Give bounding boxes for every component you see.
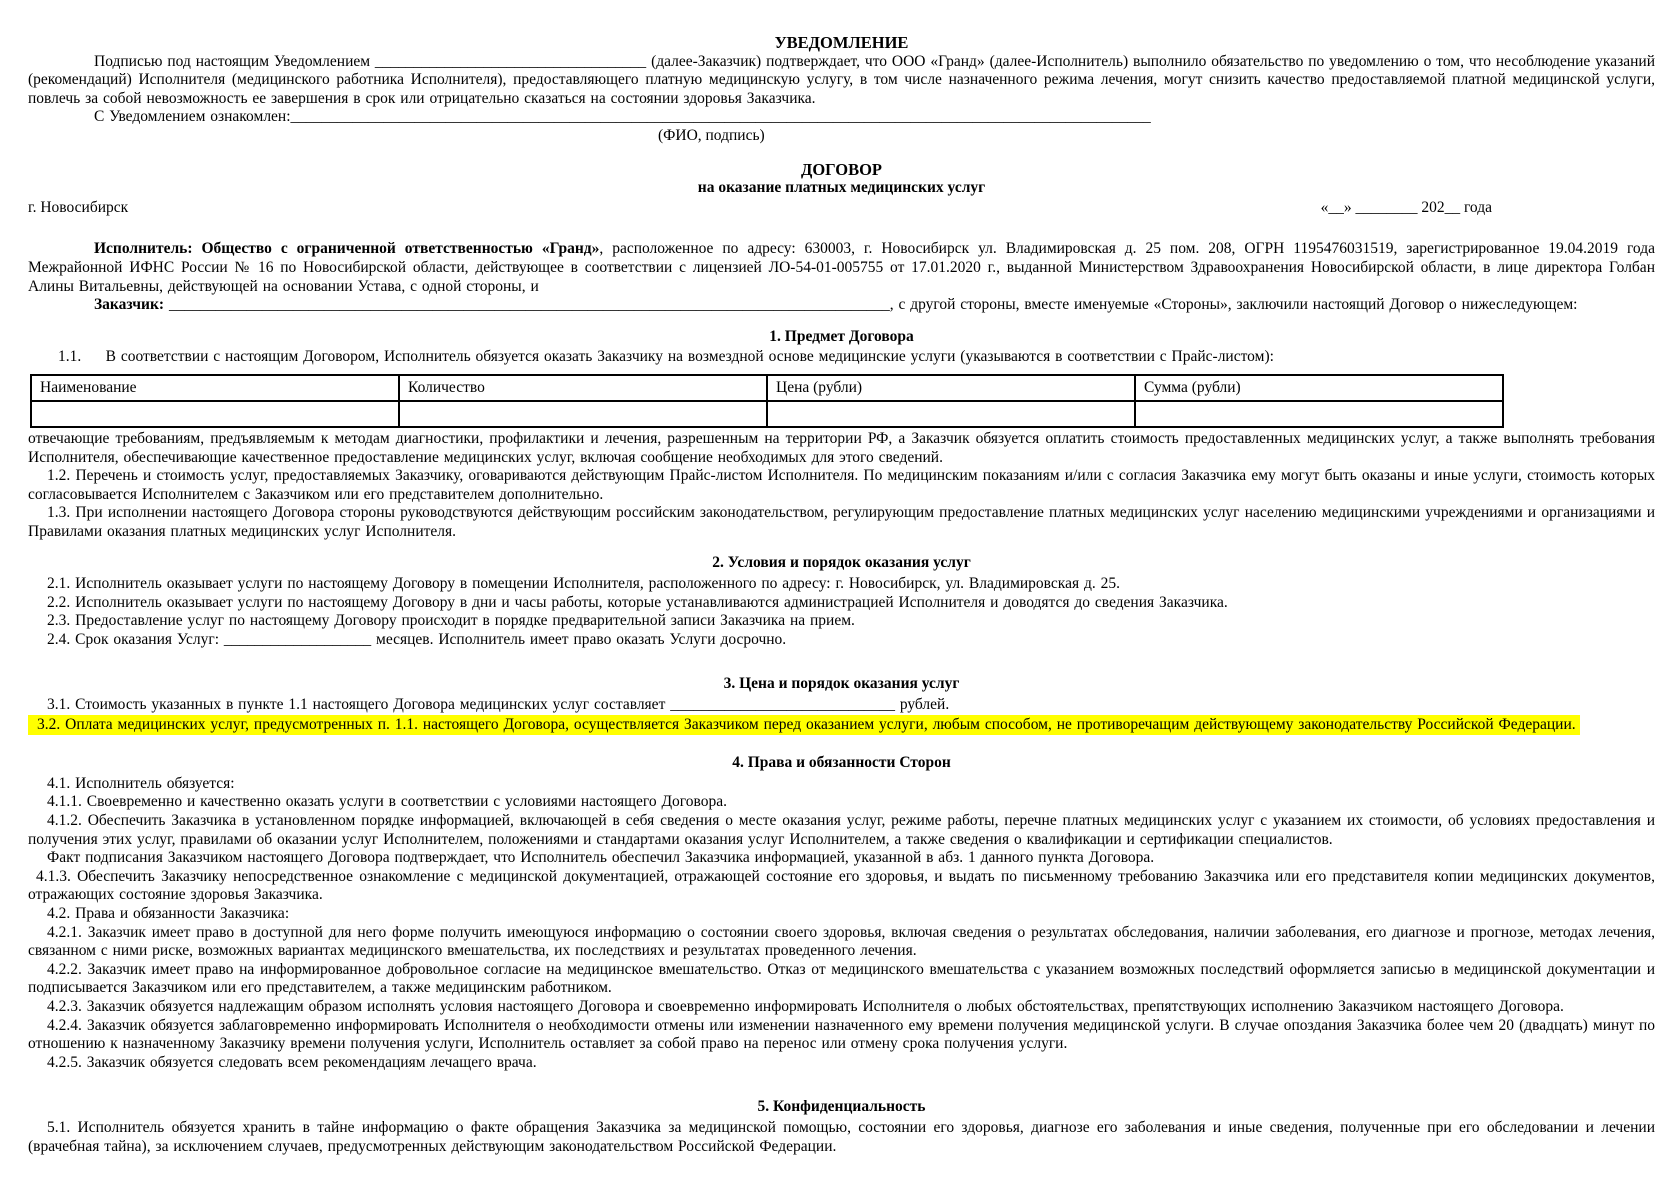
clause-4-2-5: 4.2.5. Заказчик обязуется следовать всем рекомендациям лечащего врача. [47, 1053, 537, 1071]
section-price [28, 675, 1655, 734]
clause-4-1-3: 4.1.3. Обеспечить Заказчику непосредственное ознакомление с медицинской документацией, отражающей состояние его здоровья, и выдать по письменному требованию Заказчика или его представителя копии медицинских документов, отражающих состояние здоровья Заказчика. [28, 867, 1655, 904]
clause-4-1-1: 4.1.1. Своевременно и качественно оказать услуги в соответствии с условиями настоящего Договора. [47, 793, 727, 811]
clause-5-1: 5.1. Исполнитель обязуется хранить в тайне информацию о факте обращения Заказчика за медицинской помощью, состоянии его здоровья, диагнозе его заболевания и иные сведения, полученные при его обследовании и лечении (врачебная тайна), за исключением случаев, предусмотренных действующим законодательством Российской Федерации. [28, 1118, 1655, 1155]
section2-title: 2. Условия и порядок оказания услуг [712, 554, 971, 572]
table-cell-empty [1135, 401, 1503, 427]
contract-date-blank: «__» ________ 202__ года [1320, 198, 1492, 216]
table-cell-empty [767, 401, 1135, 427]
services-table [30, 374, 1504, 428]
ack-caption: (ФИО, подпись) [657, 126, 765, 144]
clause-4-2-1: 4.2.1. Заказчик имеет право в доступной для него форме получить имеющуюся информацию о состоянии своего здоровья, включая сведения о результатах обследования, наличии заболевания, его диагнозе и прогнозе, методах лечения, связанном с ними риске, возможных вариантах медицинского вмешательства, их последствиях и результатах проведенного лечения. [28, 923, 1655, 960]
ack-caption-wrap [28, 127, 1395, 146]
clause-2-1: 2.1. Исполнитель оказывает услуги по настоящему Договору в помещении Исполнителя, расположенного по адресу: г. Новосибирск, ул. Владимировская д. 25. [47, 575, 1120, 593]
clause-2-4: 2.4. Срок оказания Услуг: ___________________ месяцев. Исполнитель имеет право оказать Услуги досрочно. [47, 630, 787, 648]
section-rights [28, 754, 1655, 1072]
contract-header [28, 161, 1655, 315]
table-header-sum: Сумма (рубли) [1135, 375, 1503, 401]
clause-4-1: 4.1. Исполнитель обязуется: [47, 774, 235, 792]
clause-4-2-3: 4.2.3. Заказчик обязуется надлежащим образом исполнять условия настоящего Договора и своевременно информировать Исполнителя о любых обстоятельствах, препятствующих исполнению Заказчиком настоящего Договора. [47, 997, 1564, 1015]
section-confidentiality [28, 1098, 1655, 1156]
section5-title: 5. Конфиденциальность [757, 1098, 926, 1116]
clause-1-1: 1.1. В соответствии с настоящим Договором, Исполнитель обязуется оказать Заказчику на возмездной основе медицинские услуги (указываются в соответствии с Прайс-листом): [58, 348, 1274, 366]
table-header-row [31, 375, 1503, 401]
section3-title: 3. Цена и порядок оказания услуг [723, 675, 960, 693]
clause-1-3: 1.3. При исполнении настоящего Договора стороны руководствуются действующим российским законодательством, регулирующим предоставление платных медицинских услуг населению медицинскими учреждениями и организациями и Правилами оказания платных медицинских услуг Исполнителя. [28, 504, 1655, 540]
highlighted-clause: 3.2. Оплата медицинских услуг, предусмотренных п. 1.1. настоящего Договора, осуществляется Заказчиком перед оказанием услуги, любым способом, не противоречащим действующему законодательству Российской Федерации. [28, 715, 1580, 735]
executor-details: , расположенное по адресу: 630003, г. Новосибирск ул. Владимировская д. 25 пом. 208, ОГРН 1195476031519, зарегистрированное 19.04.2019 года Межрайонной ИФНС России № 16 по Новосибирской области, действующее в соответствии с лицензией ЛО-54-01-005755 от 17.01.2020 г., выданной Министерством Здравоохранения Новосибирской области, в лице директора Голбан Алины Витальевны, действующей на основании Устава, с одной стороны, и [28, 240, 1655, 295]
section1-title: 1. Предмет Договора [769, 327, 914, 345]
customer-details: _____________________________________________________________________________________________, с другой стороны, вместе именуемые «Стороны», заключили настоящий Договор о нижеследующем: [164, 296, 1578, 314]
table-header-name: Наименование [31, 375, 399, 401]
acknowledgement-line: С Уведомлением ознакомлен:_______________________________________________________________________________________________________________ [94, 108, 1151, 126]
clause-4-2: 4.2. Права и обязанности Заказчика: [47, 904, 290, 922]
section-conditions [28, 554, 1655, 649]
table-empty-row [31, 401, 1503, 427]
table-cell-empty [31, 401, 399, 427]
section4-title: 4. Права и обязанности Сторон [732, 754, 951, 772]
clause-2-2: 2.2. Исполнитель оказывает услуги по настоящему Договору в дни и часы работы, которые устанавливаются администрацией Исполнителя и доводятся до сведения Заказчика. [47, 593, 1228, 611]
customer-paragraph [28, 296, 1655, 315]
notice-body: Подписью под настоящим Уведомлением ___________________________________ (далее-Заказчик) подтверждает, что ООО «Гранд» (далее-Исполнитель) выполнило обязательство по уведомлению о том, что несоблюдение указаний (рекомендаций) Исполнителя (медицинского работника Исполнителя), предоставляющего платную медицинскую услугу, в том числе назначенного режима лечения, могут снизить качество предоставляемой платной медицинской услуги, повлечь за собой невозможность ее завершения в срок или отрицательно сказаться на состоянии здоровья Заказчика. [28, 52, 1655, 107]
city-date-row [28, 199, 1655, 218]
clause-1-2: 1.2. Перечень и стоимость услуг, предоставляемых Заказчику, оговариваются действующим Прайс-листом Исполнителя. По медицинским показаниям и/или с согласия Заказчика ему могут быть оказаны и иные услуги, стоимость которых согласовывается Исполнителем с Заказчиком или его представителем дополнительно. [28, 467, 1655, 503]
table-header-quantity: Количество [399, 375, 767, 401]
executor-paragraph [28, 240, 1655, 296]
clause-4-2-2: 4.2.2. Заказчик имеет право на информированное добровольное согласие на медицинское вмешательство. Отказ от медицинского вмешательства с указанием возможных последствий оформляется записью в медицинской документации и подписывается Заказчиком или его представителем, а также медицинским работником. [28, 960, 1655, 997]
table-cell-empty [399, 401, 767, 427]
clause-4-1-2: 4.1.2. Обеспечить Заказчика в установленном порядке информацией, включающей в себя сведения о месте оказания услуг, режиме работы, перечне платных медицинских услуг с указанием их стоимости, об условиях предоставления и получения этих услуг, правилами об оказании услуг Исполнителем, положениями и стандартами оказания услуг Исполнителем, а также сведения о квалификации и сертификации специалистов. [28, 812, 1655, 848]
notice-title: УВЕДОМЛЕНИЕ [774, 33, 909, 52]
clause-3-2 [28, 716, 1655, 735]
executor-label: Исполнитель: Общество с ограниченной ответственностью «Гранд» [94, 240, 600, 258]
contract-title: ДОГОВОР [800, 159, 883, 179]
clause-3-1: 3.1. Стоимость указанных в пункте 1.1 настоящего Договора медицинских услуг составляет _____________________________ рублей. [47, 696, 950, 714]
clause-4-2-4: 4.2.4. Заказчик обязуется заблаговременно информировать Исполнителя о необходимости отмены или изменении назначенного ему времени получения медицинской услуги. В случае опоздания Заказчика более чем 20 (двадцать) минут по отношению к назначенному Заказчику времени получения услуги, Исполнитель оставляет за собой право на перенос или отмену срока получения услуги. [28, 1016, 1655, 1053]
customer-label: Заказчик: [94, 296, 165, 314]
section-subject [28, 328, 1655, 542]
contract-city: г. Новосибирск [28, 198, 129, 216]
contract-subtitle: на оказание платных медицинских услуг [697, 179, 986, 197]
table-header-price: Цена (рубли) [767, 375, 1135, 401]
after-table-paragraph: отвечающие требованиям, предъявляемым к методам диагностики, профилактики и лечения, разрешенным на территории РФ, а Заказчик обязуется оплатить стоимость предоставленных медицинских услуг, а также выполнять требования Исполнителя, обеспечивающие качественное предоставление медицинских услуг, включая сообщение необходимых для этого сведений. [28, 429, 1655, 466]
notice-section [28, 34, 1655, 146]
fact-paragraph: Факт подписания Заказчиком настоящего Договора подтверждает, что Исполнитель обеспечил Заказчика информацией, указанной в абз. 1 данного пункта Договора. [47, 849, 1155, 867]
clause-2-3: 2.3. Предоставление услуг по настоящему Договору происходит в порядке предварительной записи Заказчика на прием. [47, 612, 855, 630]
